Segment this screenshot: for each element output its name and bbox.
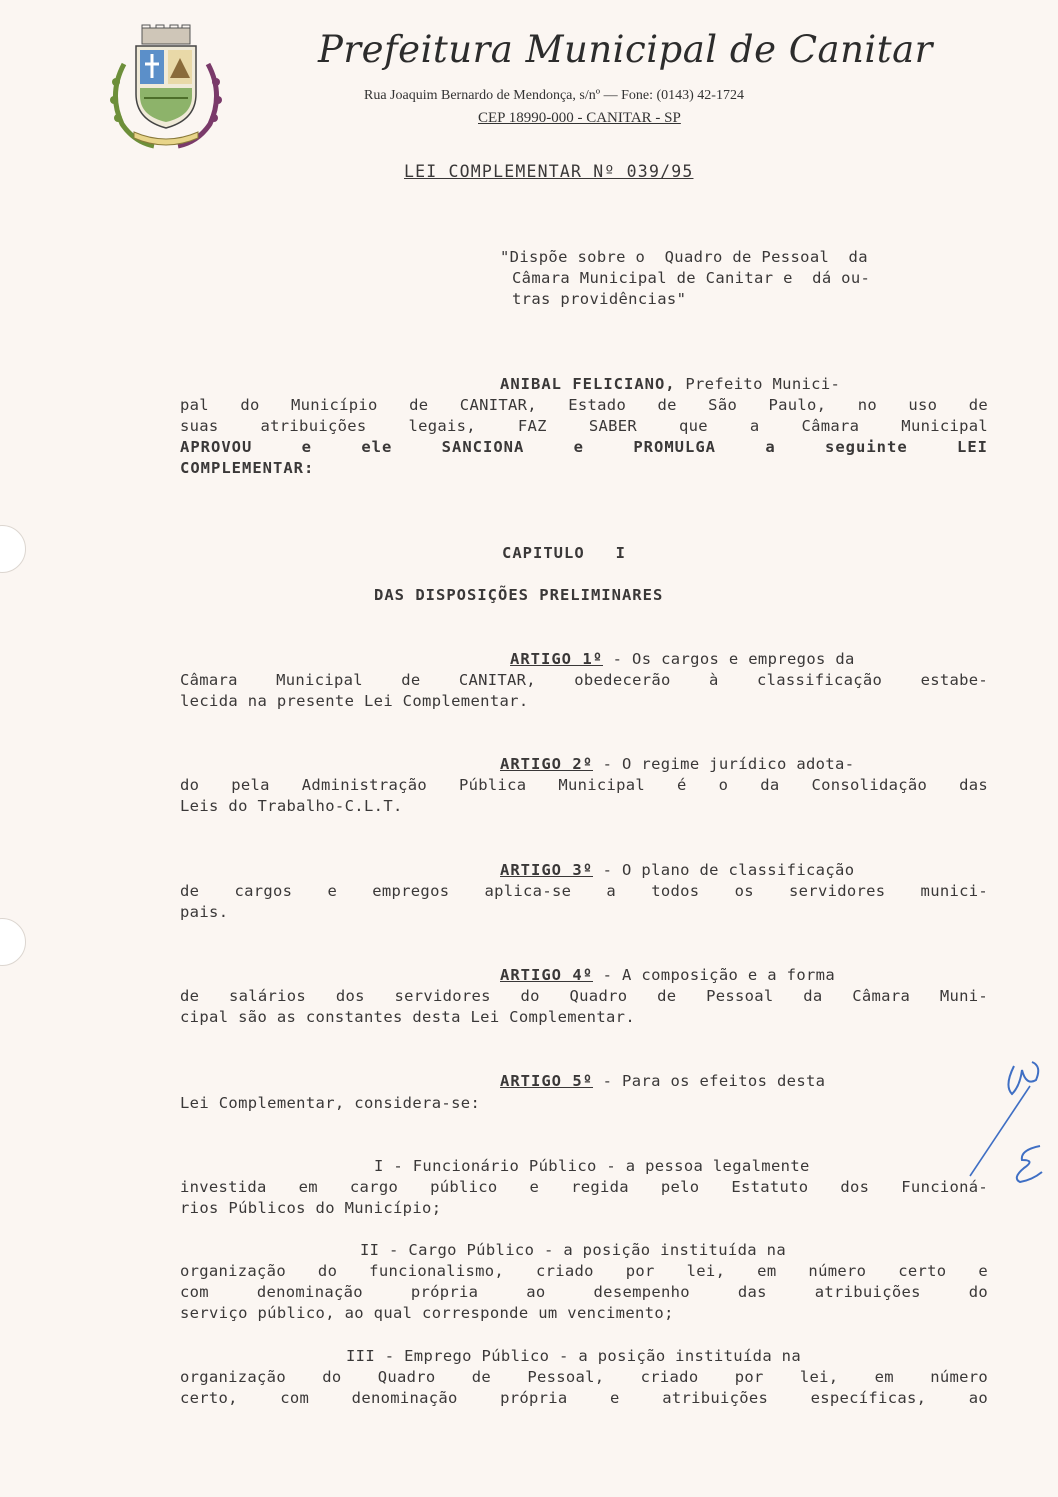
ementa-line: tras providências" bbox=[512, 290, 687, 308]
preamble-line: COMPLEMENTAR: bbox=[180, 459, 315, 477]
punch-hole-top bbox=[0, 525, 26, 573]
letterhead-address: Rua Joaquim Bernardo de Mendonça, s/nº — Fone: (0143) 42-1724 bbox=[364, 88, 744, 103]
article-line: do pela Administração Pública Municipal é o da Consolidação das bbox=[180, 776, 988, 794]
item-line: serviço público, ao qual corresponde um vencimento; bbox=[180, 1304, 674, 1322]
article-line: Câmara Municipal de CANITAR, obedecerão à classificação estabe- bbox=[180, 671, 988, 689]
letterhead-title: Prefeitura Municipal de Canitar bbox=[318, 28, 933, 71]
document-title: LEI COMPLEMENTAR Nº 039/95 bbox=[404, 162, 694, 181]
municipal-coat-of-arms-icon bbox=[104, 24, 228, 152]
chapter-heading: CAPITULO I bbox=[502, 544, 626, 562]
item-line: rios Públicos do Município; bbox=[180, 1199, 442, 1217]
item-line: com denominação própria ao desempenho das atribuições do bbox=[180, 1283, 988, 1301]
preamble-line: suas atribuições legais, FAZ SABER que a Câmara Municipal bbox=[180, 417, 988, 435]
article-line: Lei Complementar, considera-se: bbox=[180, 1094, 481, 1112]
letterhead-cep: CEP 18990-000 - CANITAR - SP bbox=[478, 110, 681, 126]
item-line: organização do funcionalismo, criado por lei, em número certo e bbox=[180, 1262, 988, 1280]
article-4-first-line: ARTIGO 4º - A composição e a forma bbox=[500, 966, 836, 984]
article-3-first-line: ARTIGO 3º - O plano de classificação bbox=[500, 861, 855, 879]
punch-hole-bottom bbox=[0, 918, 26, 966]
article-2-first-line: ARTIGO 2º - O regime jurídico adota- bbox=[500, 755, 855, 773]
ementa-line: Câmara Municipal de Canitar e dá ou- bbox=[512, 269, 871, 287]
item-line: certo, com denominação própria e atribuições específicas, ao bbox=[180, 1389, 988, 1407]
preamble-line: pal do Município de CANITAR, Estado de São Paulo, no uso de bbox=[180, 396, 988, 414]
article-1-first-line: ARTIGO 1º - Os cargos e empregos da bbox=[510, 650, 855, 668]
article-label: ARTIGO 4º bbox=[500, 966, 593, 984]
article-line: de cargos e empregos aplica-se a todos os servidores munici- bbox=[180, 882, 988, 900]
article-5-first-line: ARTIGO 5º - Para os efeitos desta bbox=[500, 1072, 826, 1090]
article-label: ARTIGO 3º bbox=[500, 861, 593, 879]
mayor-name: ANIBAL FELICIANO, bbox=[500, 375, 676, 393]
handwritten-initials-icon bbox=[960, 1056, 1050, 1196]
article-label: ARTIGO 1º bbox=[510, 650, 603, 668]
item-first-line: I - Funcionário Público - a pessoa legalmente bbox=[374, 1157, 810, 1175]
ementa-line: "Dispõe sobre o Quadro de Pessoal da bbox=[500, 248, 868, 266]
article-line: cipal são as constantes desta Lei Complementar. bbox=[180, 1008, 636, 1026]
item-first-line: II - Cargo Público - a posição instituída na bbox=[360, 1241, 786, 1259]
article-line: Leis do Trabalho-C.L.T. bbox=[180, 797, 403, 815]
article-label: ARTIGO 5º bbox=[500, 1072, 593, 1090]
article-label: ARTIGO 2º bbox=[500, 755, 593, 773]
article-line: de salários dos servidores do Quadro de Pessoal da Câmara Muni- bbox=[180, 987, 988, 1005]
article-line: pais. bbox=[180, 903, 229, 921]
item-line: organização do Quadro de Pessoal, criado por lei, em número bbox=[180, 1368, 988, 1386]
preamble-line: APROVOU e ele SANCIONA e PROMULGA a seguinte LEI bbox=[180, 438, 988, 456]
article-line: lecida na presente Lei Complementar. bbox=[180, 692, 529, 710]
preamble-first-line: ANIBAL FELICIANO, Prefeito Munici- bbox=[500, 375, 841, 393]
item-line: investida em cargo público e regida pelo Estatuto dos Funcioná- bbox=[180, 1178, 988, 1196]
item-first-line: III - Emprego Público - a posição instituída na bbox=[346, 1347, 802, 1365]
chapter-title: DAS DISPOSIÇÕES PRELIMINARES bbox=[374, 586, 664, 604]
